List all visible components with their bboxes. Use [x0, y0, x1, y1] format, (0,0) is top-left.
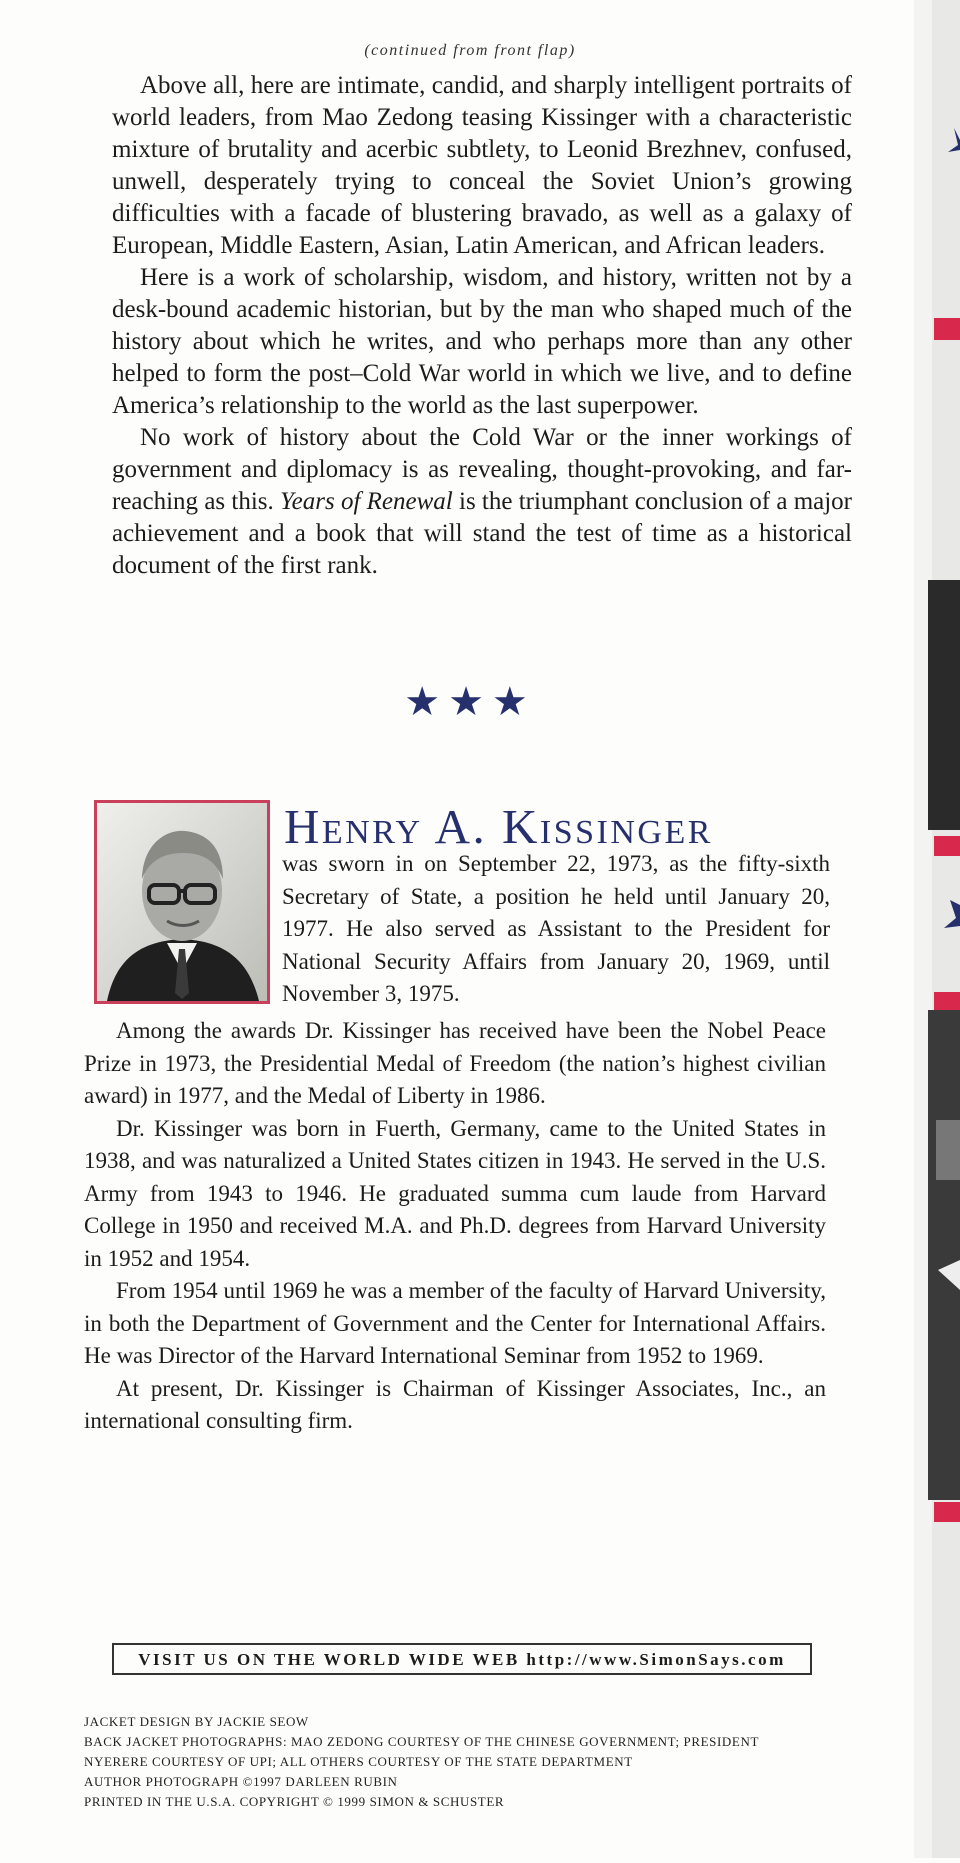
credit-line: NYERERE COURTESY OF UPI; ALL OTHERS COURTESY OF THE STATE DEPARTMENT: [84, 1754, 633, 1769]
author-photo: [94, 800, 270, 1004]
author-name: Henry A. Kissinger: [284, 799, 713, 854]
credit-line: PRINTED IN THE U.S.A. COPYRIGHT © 1999 SIMON & SCHUSTER: [84, 1794, 505, 1809]
author-lead-paragraph: was sworn in on September 22, 1973, as the fifty-sixth Secretary of State, a position he held until January 20, 1977. He also served as Assistant to the President for National Security Affairs from January 20, 1969, until November 3, 1975.: [282, 851, 830, 1006]
flap-copy: [112, 70, 852, 582]
dark-band: [928, 1010, 960, 1500]
flap-text: is the triumphant conclusion of a major achievement and a book that will stand the test of time as a historical document of the first rank.: [112, 488, 853, 579]
website-banner: VISIT US ON THE WORLD WIDE WEB http://www.SimonSays.com: [112, 1643, 812, 1675]
bio-paragraph: From 1954 until 1969 he was a member of the faculty of Harvard University, in both the Department of Government and the Center for International Affairs. He was Director of the Harvard International Seminar from 1952 to 1969.: [84, 1278, 826, 1368]
flap-paragraph: [112, 422, 852, 582]
red-band: [934, 992, 960, 1010]
bio-paragraph: At present, Dr. Kissinger is Chairman of Kissinger Associates, Inc., an international consulting firm.: [84, 1375, 826, 1433]
red-band: [934, 1502, 960, 1522]
flap-paragraph: Here is a work of scholarship, wisdom, and history, written not by a desk-bound academic historian, but by the man who shaped much of the history about which he writes, and who perhaps more than any other helped to form the post–Cold War world in which we live, and to define America’s relationship to the world as the last superpower.: [112, 264, 852, 419]
credit-line: JACKET DESIGN BY JACKIE SEOW: [84, 1714, 309, 1729]
book-title: Years of Renewal: [280, 488, 453, 515]
credit-line: BACK JACKET PHOTOGRAPHS: MAO ZEDONG COURTESY OF THE CHINESE GOVERNMENT; PRESIDENT: [84, 1734, 759, 1749]
flap-text: No work of history about the Cold War or the inner workings of government and diplomacy is as revealing, thought-provoking, and far-reaching as this.: [112, 424, 852, 515]
credit-line: AUTHOR PHOTOGRAPH ©1997 DARLEEN RUBIN: [84, 1774, 398, 1789]
star-divider: ★★★: [404, 679, 536, 724]
author-portrait-icon: [97, 803, 267, 1001]
spine-decoration: [914, 0, 960, 1858]
red-band: [934, 318, 960, 340]
bio-paragraph: Dr. Kissinger was born in Fuerth, Germany, came to the United States in 1938, and was naturalized a United States citizen in 1943. He served in the U.S. Army from 1943 to 1946. He graduated summa cum laude from Harvard College in 1950 and received M.A. and Ph.D. degrees from Harvard University in 1952 and 1954.: [84, 1115, 826, 1271]
red-band: [934, 836, 960, 856]
bio-paragraph: Among the awards Dr. Kissinger has received have been the Nobel Peace Prize in 1973, the Presidential Medal of Freedom (the nation’s highest civilian award) in 1977, and the Medal of Liberty in 1986.: [84, 1018, 826, 1108]
flap-paragraph: Above all, here are intimate, candid, and sharply intelligent portraits of world leaders, from Mao Zedong teasing Kissinger with a characteristic mixture of brutality and acerbic subtlety, to Leonid Brezhnev, confused, unwell, desperately trying to conceal the Soviet Union’s growing difficulties with a facade of blustering bravado, as well as a galaxy of European, Middle Eastern, Asian, Latin American, and African leaders.: [112, 72, 852, 259]
continued-note: (continued from front flap): [364, 42, 576, 59]
jacket-spine-edge: [914, 0, 960, 1858]
jacket-credits: [84, 1712, 844, 1812]
author-bio: [84, 1015, 826, 1438]
